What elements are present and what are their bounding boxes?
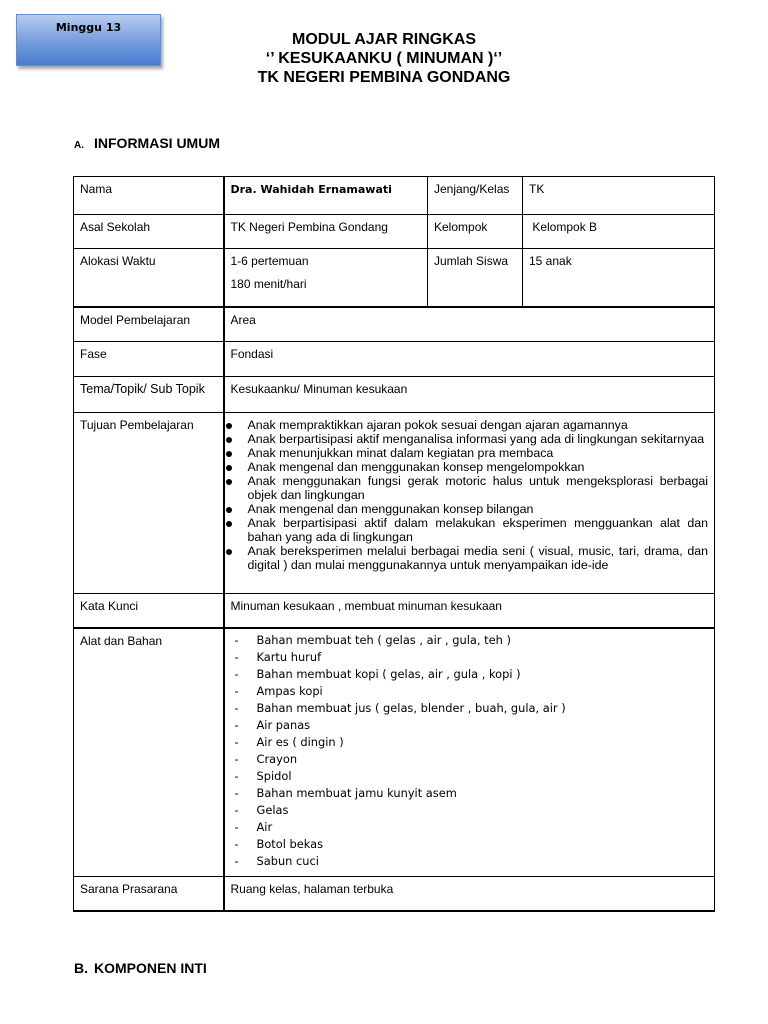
jumlah-value: 15 anak	[523, 249, 715, 307]
alat-item: - Crayon	[231, 751, 709, 768]
model-value: Area	[224, 307, 715, 342]
model-label: Model Pembelajaran	[74, 307, 224, 342]
tujuan-item: Anak bereksperimen melalui berbagai media seni ( visual, music, tari, drama, dan digital ) dan mulai menggunakannya untuk menyampaikan ide-ide	[225, 544, 709, 572]
tema-value: Kesukaanku/ Minuman kesukaan	[224, 377, 715, 413]
kelompok-label: Kelompok	[428, 215, 523, 249]
tujuan-item: Anak menunjukkan minat dalam kegiatan pra membaca	[225, 446, 709, 460]
doc-title-line1: MODUL AJAR RINGKAS	[291, 31, 476, 48]
tujuan-label: Tujuan Pembelajaran	[74, 413, 224, 594]
jenjang-label: Jenjang/Kelas	[428, 177, 523, 215]
doc-title-line3: TK NEGERI PEMBINA GONDANG	[257, 69, 511, 86]
row-model	[74, 307, 715, 342]
section-b-letter: B.	[74, 960, 88, 976]
jenjang-value: TK	[523, 177, 715, 215]
alat-item: - Ampas kopi	[231, 683, 709, 700]
alat-item: - Air panas	[231, 717, 709, 734]
alat-list	[231, 632, 709, 870]
tujuan-item: Anak mengenal dan menggunakan konsep bilangan	[225, 502, 709, 516]
fase-value: Fondasi	[224, 342, 715, 377]
kelompok-value: Kelompok B	[523, 215, 715, 249]
fase-label: Fase	[74, 342, 224, 377]
tujuan-item: Anak berpartisipasi aktif menganalisa informasi yang ada di lingkungan sekitarnyaa	[225, 432, 709, 446]
alokasi-value-2: 180 menit/hari	[230, 277, 307, 291]
row-sarana	[74, 877, 715, 911]
alokasi-value	[224, 249, 428, 307]
row-tujuan	[74, 413, 715, 594]
tujuan-item: Anak berpartisipasi aktif dalam melakukan eksperimen mengguankan alat dan bahan yang ada di lingkungan	[225, 516, 709, 544]
tujuan-item: Anak mempraktikkan ajaran pokok sesuai dengan ajaran agamannya	[225, 418, 709, 432]
alat-item: - Air es ( dingin )	[231, 734, 709, 751]
sarana-value: Ruang kelas, halaman terbuka	[224, 877, 715, 911]
row-fase	[74, 342, 715, 377]
tujuan-list	[225, 418, 709, 572]
week-badge-label: Minggu 13	[55, 21, 122, 34]
alokasi-label: Alokasi Waktu	[74, 249, 224, 307]
row-nama	[74, 177, 715, 215]
alokasi-value-1: 1-6 pertemuan	[230, 254, 309, 268]
alat-item: - Bahan membuat teh ( gelas , air , gula, teh )	[231, 632, 709, 649]
kata-kunci-value: Minuman kesukaan , membuat minuman kesukaan	[224, 594, 715, 628]
row-kata-kunci	[74, 594, 715, 628]
section-a-heading	[74, 135, 220, 151]
row-alokasi	[74, 249, 715, 307]
alat-item: - Sabun cuci	[231, 853, 709, 870]
section-b-title: KOMPONEN INTI	[94, 960, 207, 976]
tujuan-item: Anak mengenal dan menggunakan konsep mengelompokkan	[225, 460, 709, 474]
alat-item: - Bahan membuat kopi ( gelas, air , gula , kopi )	[231, 666, 709, 683]
alat-item: - Spidol	[231, 768, 709, 785]
sarana-label: Sarana Prasarana	[74, 877, 224, 911]
alat-value	[224, 628, 715, 877]
alat-item: - Botol bekas	[231, 836, 709, 853]
tujuan-value	[224, 413, 715, 594]
alat-label: Alat dan Bahan	[74, 628, 224, 877]
nama-label: Nama	[74, 177, 224, 215]
row-tema	[74, 377, 715, 413]
week-badge	[16, 14, 161, 66]
asal-label: Asal Sekolah	[74, 215, 224, 249]
jumlah-label: Jumlah Siswa	[428, 249, 523, 307]
asal-value: TK Negeri Pembina Gondang	[224, 215, 428, 249]
alat-item: - Bahan membuat jamu kunyit asem	[231, 785, 709, 802]
section-a-letter: A.	[74, 140, 84, 151]
row-asal-sekolah	[74, 215, 715, 249]
tujuan-item: Anak menggunakan fungsi gerak motoric halus untuk mengeksplorasi berbagai objek dan lingkungan	[225, 474, 709, 502]
nama-value: Dra. Wahidah Ernamawati	[224, 177, 428, 215]
row-alat-bahan	[74, 628, 715, 877]
section-b-heading	[74, 960, 207, 976]
alat-item: - Gelas	[231, 802, 709, 819]
tema-label: Tema/Topik/ Sub Topik	[74, 377, 224, 413]
alat-item: - Kartu huruf	[231, 649, 709, 666]
kata-kunci-label: Kata Kunci	[74, 594, 224, 628]
alat-item: - Air	[231, 819, 709, 836]
doc-title-line2: ‘’ KESUKAANKU ( MINUMAN )‘’	[265, 50, 503, 67]
alat-item: - Bahan membuat jus ( gelas, blender , buah, gula, air )	[231, 700, 709, 717]
general-info-table	[73, 176, 715, 912]
section-a-title: INFORMASI UMUM	[94, 135, 220, 151]
